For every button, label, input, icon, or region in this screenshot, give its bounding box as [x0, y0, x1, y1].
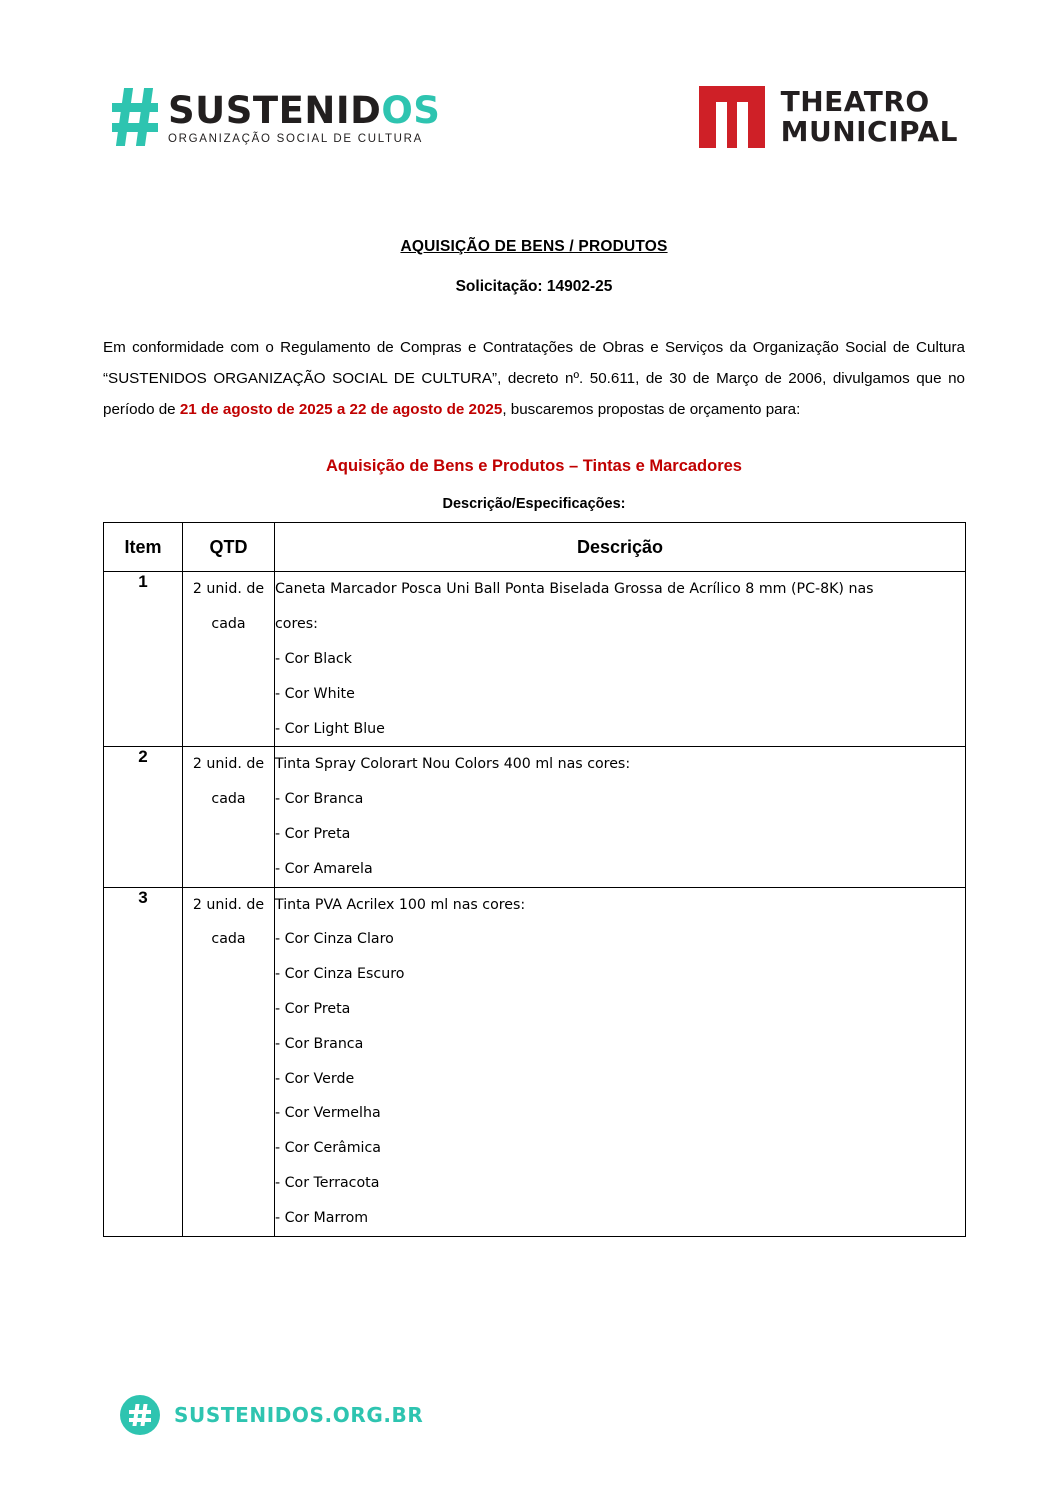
sustenidos-wordmark	[168, 88, 440, 146]
qtd-line-2: cada	[211, 616, 246, 633]
intro-date-range: 21 de agosto de 2025 a 22 de agosto de 2025	[179, 401, 503, 419]
description-line: - Cor Branca	[275, 1035, 364, 1052]
cell-description	[275, 747, 966, 887]
section-title: Aquisição de Bens e Produtos – Tintas e Marcadores	[326, 457, 742, 476]
document-footer	[120, 1395, 423, 1435]
cell-quantity	[183, 572, 275, 747]
description-line: Tinta Spray Colorart Nou Colors 400 ml nas cores:	[275, 756, 631, 773]
cell-item-number: 1	[104, 572, 183, 747]
description-line: cores:	[275, 616, 318, 633]
theatro-line1: THEATRO	[780, 84, 930, 118]
cell-item-number: 2	[104, 747, 183, 887]
qtd-line-1: 2 unid. de	[192, 756, 265, 773]
theatro-line2: MUNICIPAL	[780, 115, 958, 148]
description-line: - Cor Terracota	[275, 1175, 380, 1192]
intro-text-part1: Em conformidade com o Regulamento de Compras e Contratações de Obras e Serviços da Organização Social de Cultura “SUSTENIDOS ORGANIZAÇÃO SOCIAL DE CULTURA”, decreto nº. 50.611, de 30 de Março de 2006, divulgamos que no período de	[103, 339, 965, 419]
items-table	[103, 522, 966, 1236]
theatro-wordmark	[780, 84, 958, 148]
sustenidos-name-part2: OS	[381, 89, 441, 132]
description-line: Tinta PVA Acrilex 100 ml nas cores:	[275, 896, 526, 913]
intro-paragraph	[103, 332, 965, 425]
cell-description	[275, 887, 966, 1236]
description-line: - Cor Black	[275, 651, 352, 668]
description-line: - Cor Cerâmica	[275, 1140, 381, 1157]
qtd-line-1: 2 unid. de	[192, 896, 265, 913]
sustenidos-name-part1: SUSTENID	[168, 89, 382, 132]
cell-quantity	[183, 747, 275, 887]
qtd-line-1: 2 unid. de	[192, 581, 265, 598]
document-content	[103, 238, 965, 1237]
request-number: Solicitação: 14902-25	[455, 278, 613, 295]
description-line: Caneta Marcador Posca Uni Ball Ponta Biselada Grossa de Acrílico 8 mm (PC-8K) nas	[275, 581, 874, 598]
sustenidos-hash-icon	[112, 88, 158, 146]
table-row	[104, 887, 966, 1236]
footer-website-url: SUSTENIDOS.ORG.BR	[174, 1403, 424, 1427]
document-header	[0, 78, 1058, 178]
description-line: - Cor White	[275, 685, 355, 702]
intro-text-part2: , buscaremos propostas de orçamento para:	[502, 401, 801, 419]
column-header-item: Item	[104, 523, 183, 572]
table-header-row	[104, 523, 966, 572]
spec-label: Descrição/Especificações:	[442, 496, 626, 513]
description-line: - Cor Cinza Escuro	[275, 966, 405, 983]
cell-quantity	[183, 887, 275, 1236]
description-line: - Cor Marrom	[275, 1209, 369, 1226]
description-line: - Cor Branca	[275, 791, 364, 808]
column-header-descricao: Descrição	[275, 523, 966, 572]
description-line: - Cor Light Blue	[275, 720, 385, 737]
sustenidos-tagline: ORGANIZAÇÃO SOCIAL DE CULTURA	[168, 133, 424, 145]
sustenidos-logo	[112, 88, 440, 146]
description-line: - Cor Preta	[275, 1001, 351, 1018]
qtd-line-2: cada	[211, 791, 246, 808]
cell-item-number: 3	[104, 887, 183, 1236]
description-line: - Cor Preta	[275, 826, 351, 843]
table-row	[104, 572, 966, 747]
theatro-square-icon	[699, 86, 765, 148]
description-line: - Cor Verde	[275, 1070, 355, 1087]
qtd-line-2: cada	[211, 931, 246, 948]
description-line: - Cor Cinza Claro	[275, 931, 394, 948]
column-header-qtd: QTD	[183, 523, 275, 572]
page-title: AQUISIÇÃO DE BENS / PRODUTOS	[400, 238, 668, 255]
description-line: - Cor Amarela	[275, 860, 373, 877]
theatro-municipal-logo	[699, 86, 958, 148]
sustenidos-badge-icon	[120, 1395, 160, 1435]
description-line: - Cor Vermelha	[275, 1105, 381, 1122]
cell-description	[275, 572, 966, 747]
table-row	[104, 747, 966, 887]
